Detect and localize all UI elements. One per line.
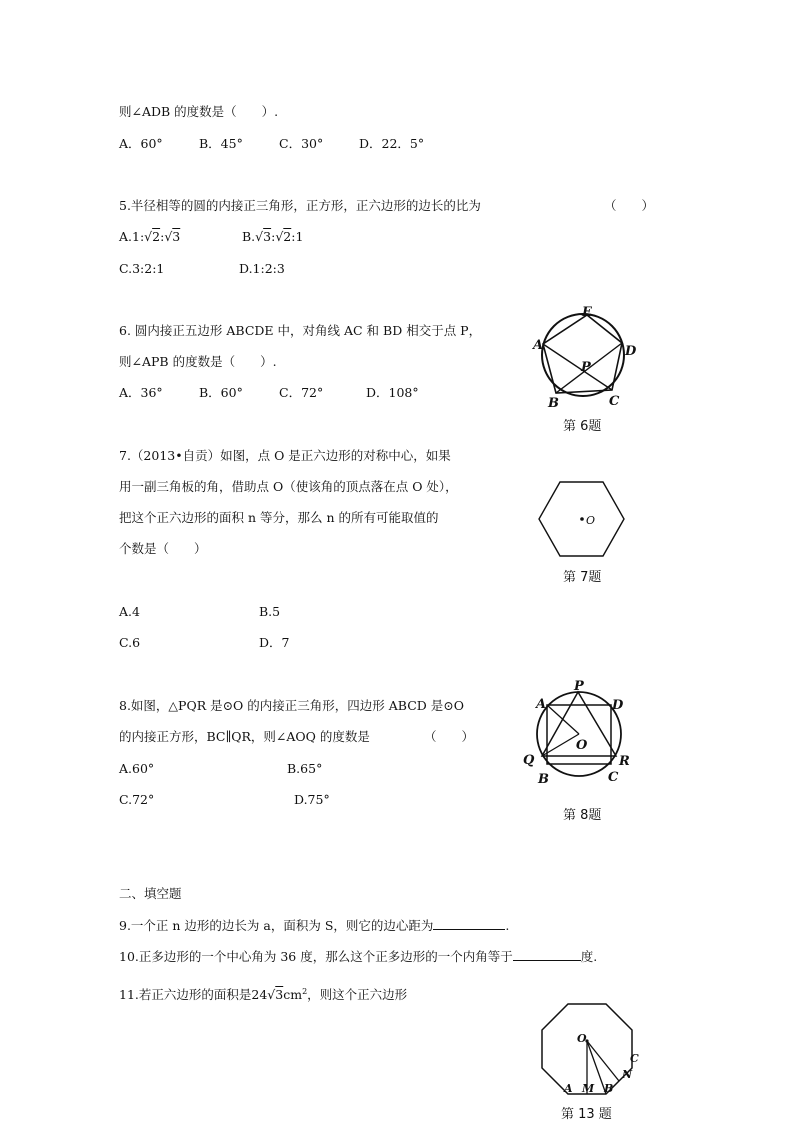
label-o: O — [586, 514, 596, 527]
q11-post: ，则这个正六边形 — [307, 987, 408, 1003]
label-b: B — [604, 1082, 614, 1095]
q6-line-2: 则∠APB 的度数是（ ）. — [119, 354, 277, 369]
label-e: E — [582, 305, 592, 320]
q7-option-d: D．7 — [259, 635, 290, 650]
pentagon-outline — [543, 315, 622, 393]
q5-option-a — [119, 229, 180, 245]
q11-text: 11.若正六边形的面积是 — [119, 987, 252, 1003]
q4-stem-tail: 则∠ADB 的度数是（ ）. — [119, 104, 279, 119]
q4-option-a: A．60° — [119, 136, 163, 151]
q8-paren: （ ） — [424, 729, 475, 744]
q9-text: 9.一个正 n 边形的边长为 a，面积为 S，则它的边心距为 — [119, 918, 434, 933]
section-2-title: 二、填空题 — [119, 886, 182, 901]
q8-line-1: 8.如图，△PQR 是⊙O 的内接正三角形，四边形 ABCD 是⊙O — [119, 698, 464, 713]
q6-line-1: 6. 圆内接正五边形 ABCDE 中，对角线 AC 和 BD 相交于点 P， — [119, 323, 482, 338]
label-o: O — [577, 1032, 587, 1045]
q9 — [119, 917, 509, 934]
q10-post: 度. — [580, 949, 598, 964]
q6-option-c: C．72° — [279, 385, 324, 400]
q8-option-b: B.65° — [287, 761, 323, 776]
label-p: P — [574, 679, 584, 694]
q5-option-a-radicand-3: 3 — [172, 229, 181, 244]
label-c: C — [609, 394, 620, 409]
q13-figure-caption: 第 13 题 — [561, 1107, 612, 1122]
sqrt-sign-icon: √ — [275, 229, 284, 244]
q5-option-d: D.1:2:3 — [239, 261, 285, 276]
q11-unit: cm — [283, 987, 303, 1003]
q7-option-c: C.6 — [119, 635, 141, 650]
q7-line-2: 用一副三角板的角，借助点 O（使该角的顶点落在点 O 处）， — [119, 479, 458, 494]
q4-option-b: B．45° — [199, 136, 243, 151]
label-d: D — [612, 698, 624, 713]
q7-line-4: 个数是（ ） — [119, 541, 207, 556]
q7-line-1: 7.（2013•自贡）如图，点 O 是正六边形的对称中心，如果 — [119, 448, 451, 463]
sqrt-sign-icon: √ — [164, 229, 173, 244]
q11 — [119, 984, 407, 1003]
q6-option-b: B．60° — [199, 385, 243, 400]
triangle-square-figure — [520, 678, 638, 790]
label-c: C — [608, 770, 619, 785]
q11-unit-exponent: 2 — [302, 987, 308, 996]
q5-option-c: C.3:2:1 — [119, 261, 165, 276]
q10 — [119, 948, 597, 965]
q8-option-a: A.60° — [119, 761, 155, 776]
segment-on — [587, 1041, 619, 1081]
q5-stem: 5.半径相等的圆的内接正三角形，正方形，正六边形的边长的比为 — [119, 198, 481, 213]
q8-option-d: D.75° — [294, 792, 330, 807]
q7-figure-caption: 第 7题 — [563, 570, 602, 585]
label-p: P — [581, 360, 591, 375]
label-b: B — [548, 396, 559, 411]
q9-answer-blank[interactable] — [433, 917, 505, 930]
hexagon-figure — [536, 478, 628, 560]
q8-figure-caption: 第 8题 — [563, 808, 602, 823]
q10-text: 10.正多边形的一个中心角为 36 度，那么这个正多边形的一个内角等于 — [119, 949, 513, 964]
q5-option-b-radicand-3: 3 — [263, 229, 272, 244]
q5-option-b-radicand-2: 2 — [283, 229, 292, 244]
q5-option-b-prefix: B. — [242, 229, 256, 244]
sqrt-sign-icon: √ — [255, 229, 264, 244]
label-o: O — [576, 738, 588, 753]
label-a: A — [564, 1082, 573, 1095]
q6-option-d: D．108° — [366, 385, 419, 400]
sqrt-sign-icon: √ — [267, 987, 276, 1003]
q5-paren: （ ） — [604, 198, 655, 213]
q5-option-a-sep: : — [160, 229, 165, 244]
q7-option-b: B.5 — [259, 604, 281, 619]
label-n: N — [622, 1068, 633, 1081]
q4-option-d: D．22．5° — [359, 136, 425, 151]
label-a: A — [536, 697, 547, 712]
q9-post: . — [505, 918, 510, 933]
q8-line-2: 的内接正方形，BC∥QR，则∠AOQ 的度数是 — [119, 729, 370, 744]
q10-answer-blank[interactable] — [513, 948, 581, 961]
label-b: B — [538, 772, 549, 787]
label-q: Q — [523, 753, 535, 768]
pentagon-figure — [528, 300, 648, 412]
q11-number: 24 — [251, 987, 268, 1003]
segment-oa — [547, 705, 579, 734]
q5-option-a-radicand-2: 2 — [152, 229, 161, 244]
q8-option-c: C.72° — [119, 792, 155, 807]
label-c: C — [630, 1052, 639, 1065]
center-point-o — [580, 517, 584, 521]
label-d: D — [625, 344, 637, 359]
q7-line-3: 把这个正六边形的面积 n 等分，那么 n 的所有可能取值的 — [119, 510, 439, 525]
label-r: R — [619, 754, 630, 769]
q5-option-b-suffix: :1 — [291, 229, 304, 244]
q5-option-a-prefix: A.1: — [119, 229, 145, 244]
sqrt-sign-icon: √ — [144, 229, 153, 244]
octagon-figure — [532, 1000, 644, 1100]
q4-option-c: C．30° — [279, 136, 324, 151]
label-m: M — [582, 1082, 595, 1095]
label-a: A — [533, 338, 544, 353]
q11-radicand: 3 — [275, 987, 284, 1003]
q5-option-b-sep: : — [271, 229, 276, 244]
q5-option-b — [242, 229, 303, 245]
q7-option-a: A.4 — [119, 604, 140, 619]
q6-option-a: A．36° — [119, 385, 163, 400]
q6-figure-caption: 第 6题 — [563, 419, 602, 434]
